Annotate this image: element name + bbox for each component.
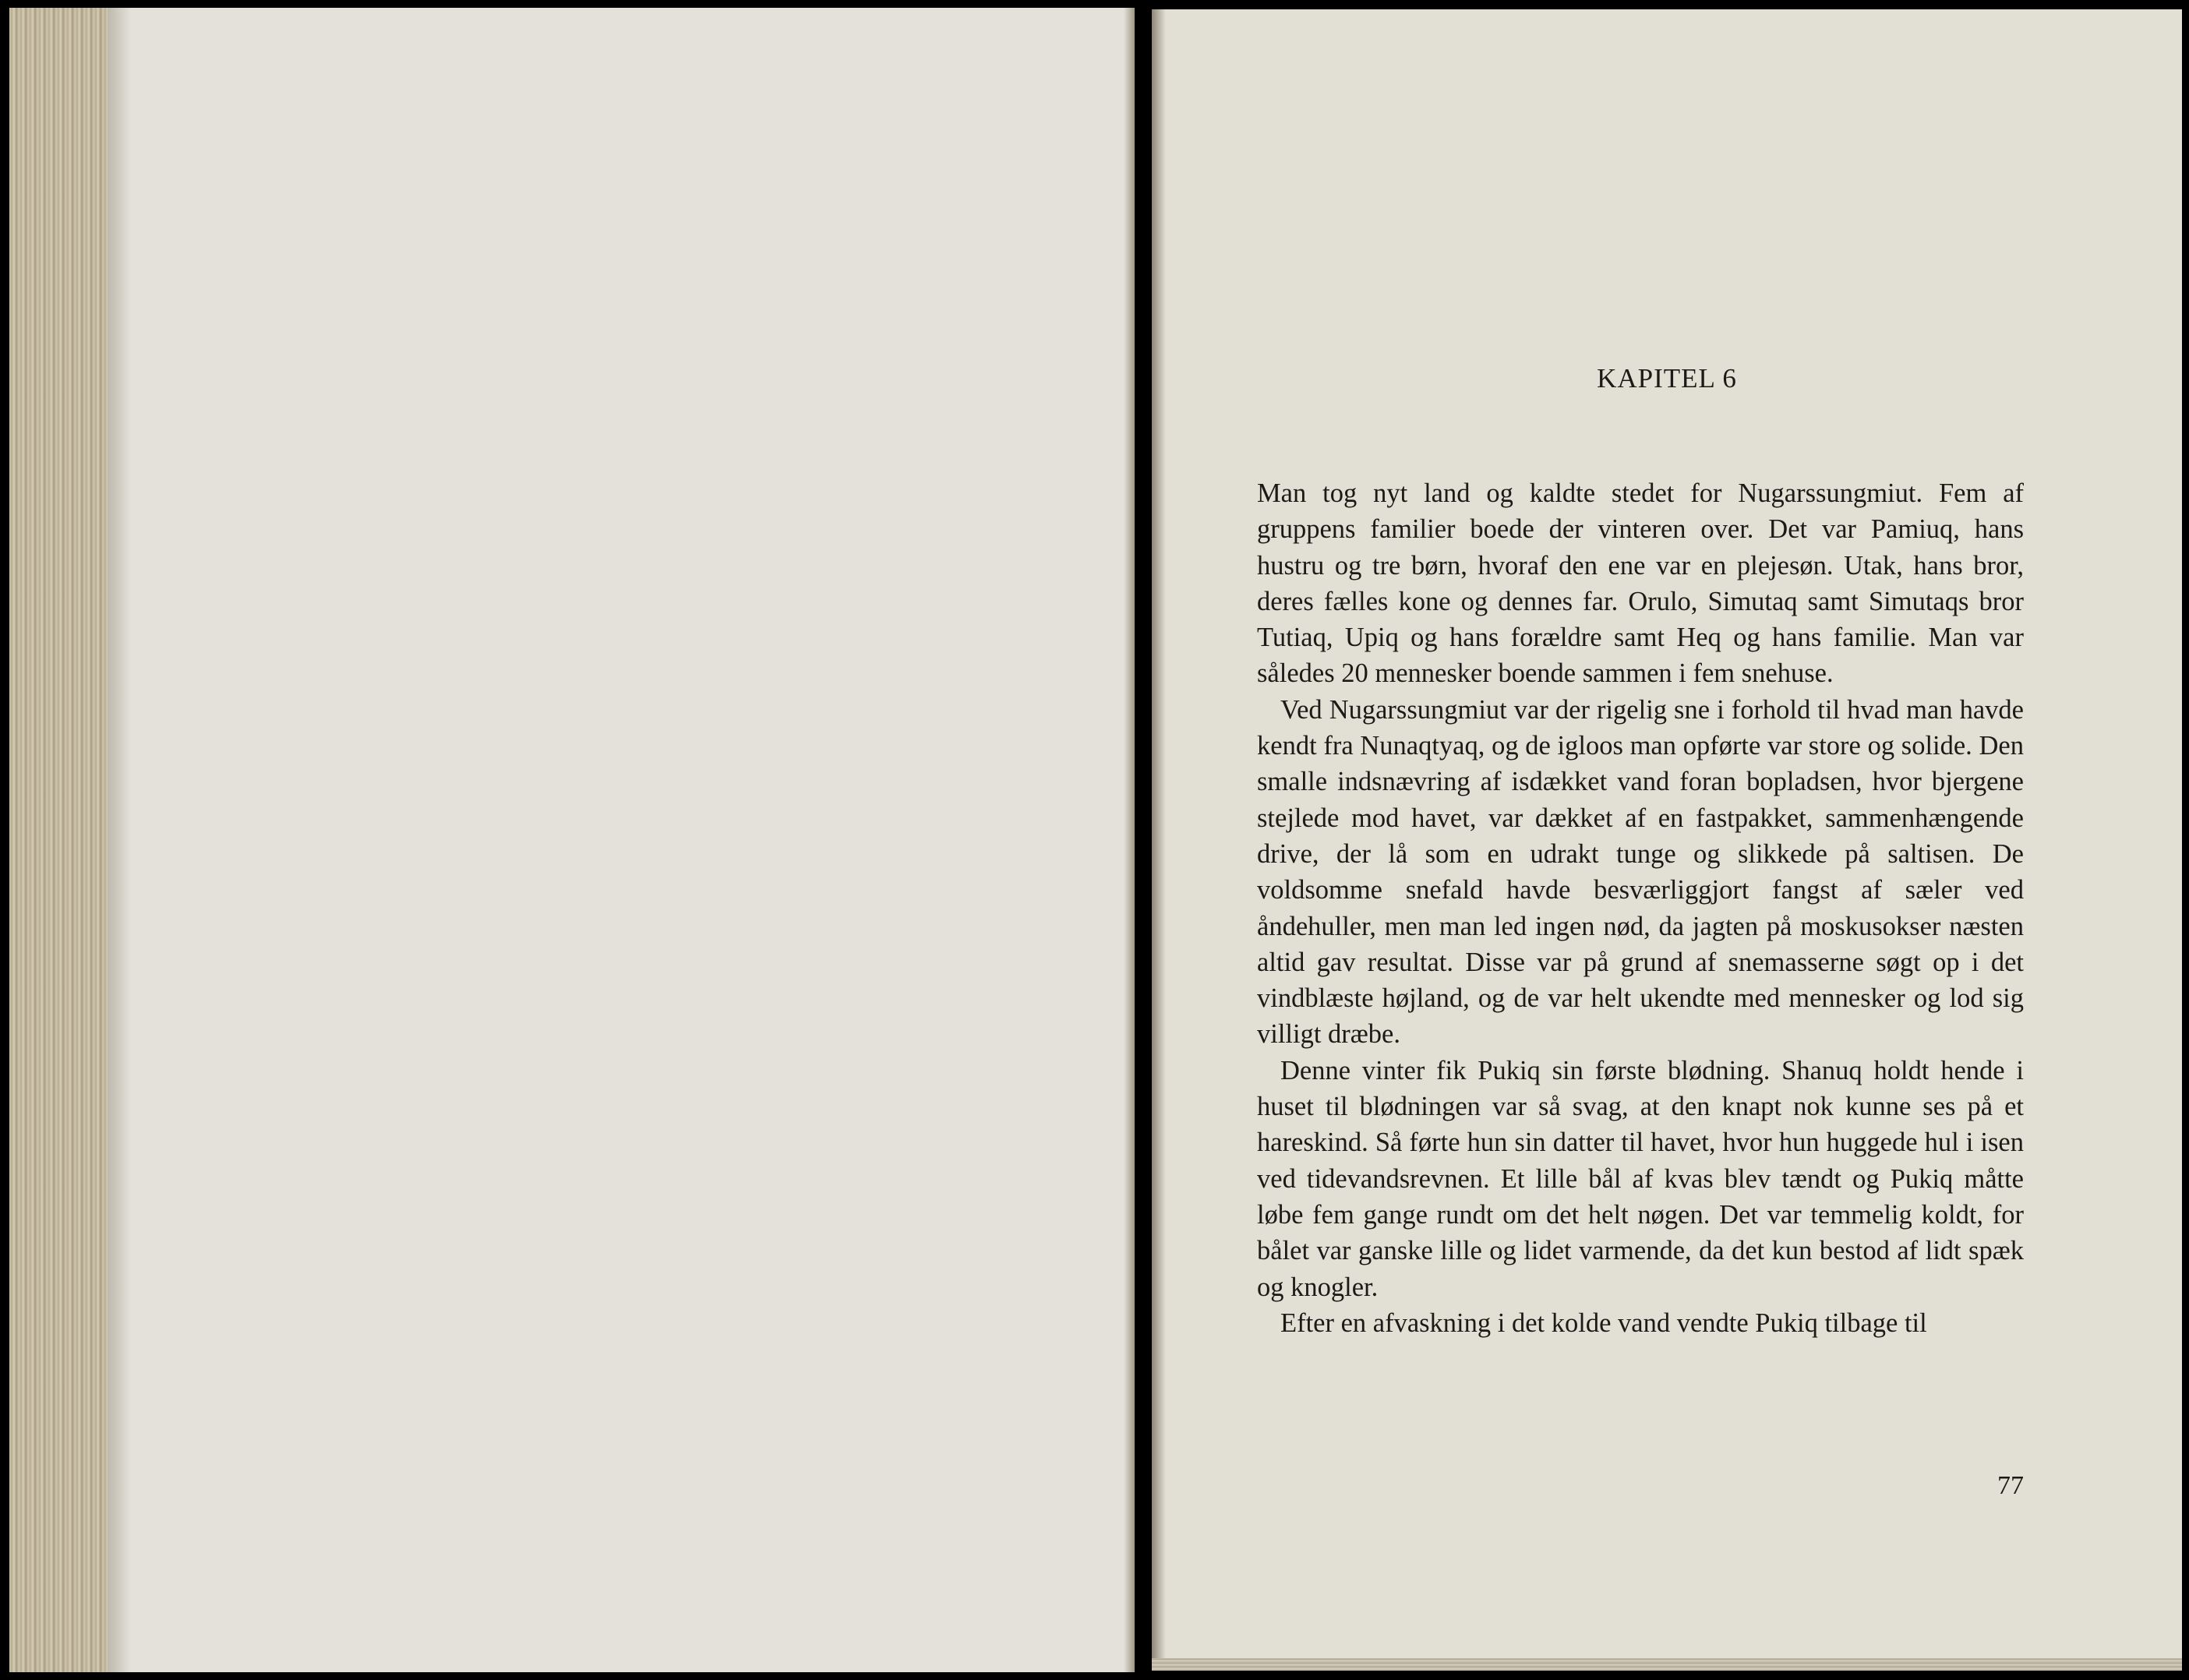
page-edge-shadow — [108, 8, 131, 1672]
right-page — [1152, 9, 2182, 1671]
page-number: 77 — [1997, 1471, 2024, 1500]
left-page-blank — [9, 8, 1135, 1672]
paragraph: Efter en afvaskning i det kolde vand vendte Pukiq tilbage til — [1280, 1308, 1927, 1338]
left-gutter-shadow — [1124, 8, 1135, 1672]
chapter-title: KAPITEL 6 — [1597, 363, 1737, 394]
paragraph: Denne vinter fik Pukiq sin første blødning. Shanuq holdt hende i huset til blødningen var så svag, at den knapt nok kunne ses på et hareskind. Så førte hun sin datter til havet, hvor hun huggede hul i isen ved tidevandsrevnen. Et lille bål af kvas blev tændt og Pukiq måtte løbe fem gange rundt om det helt nøgen. Det var temmelig koldt, for bålet var ganske lille og lidet varmende, da det kun bestod af lidt spæk og knogler. — [1257, 1055, 2024, 1302]
paragraph: Man tog nyt land og kaldte stedet for Nugarssungmiut. Fem af gruppens familier boede der vinteren over. Det var Pamiuq, hans hustru og tre børn, hvoraf den ene var en plejesøn. Utak, hans bror, deres fælles kone og dennes far. Orulo, Simutaq samt Simutaqs bror Tutiaq, Upiq og hans forældre samt Heq og hans familie. Man var således 20 mennesker boende sammen i fem snehuse. — [1257, 478, 2024, 689]
body-text — [1257, 475, 2024, 1341]
page-edges — [9, 8, 108, 1672]
right-gutter-shadow — [1152, 9, 1166, 1671]
page-bottom-edge — [1152, 1658, 2182, 1671]
paragraph: Ved Nugarssungmiut var der rigelig sne i forhold til hvad man havde kendt fra Nunaqtyaq, og de igloos man opførte var store og solide. Den smalle indsnævring af isdækket vand foran bopladsen, hvor bjergene stejlede mod havet, var dækket af en fastpakket, sammenhængende drive, der lå som en udrakt tunge og slikkede på saltisen. De voldsomme snefald havde besværliggjort fangst af sæler ved åndehuller, men man led ingen nød, da jagten på moskusokser næsten altid gav resultat. Disse var på grund af snemasserne søgt op i det vindblæste højland, og de var helt ukendte med mennesker og lod sig villigt dræbe. — [1257, 694, 2024, 1050]
